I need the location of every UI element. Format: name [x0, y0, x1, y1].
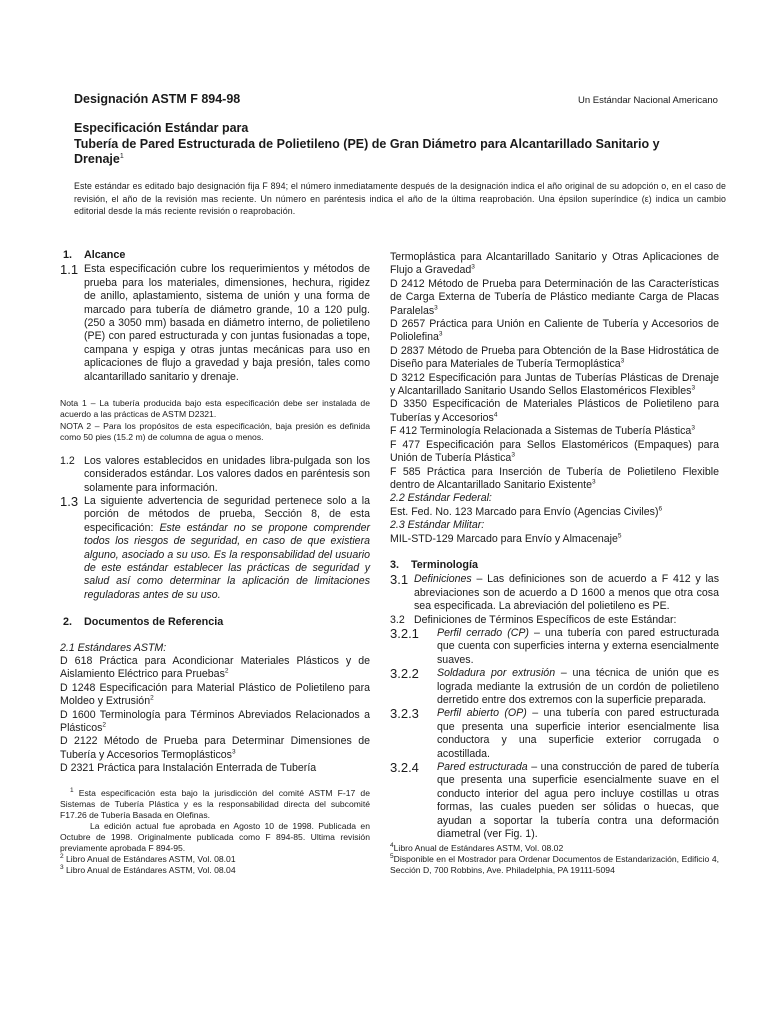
spec-title-line1: Especificación Estándar para	[74, 121, 249, 135]
paragraph-number: 1.1	[60, 262, 79, 278]
reference-footnote-mark: 2	[150, 694, 154, 702]
reference-footnote-mark: 3	[691, 384, 696, 392]
footnote-text: Disponible en el Mostrador para Ordenar Documentos de Estandarización, Edificio 4, Sección D, 700 Robbins, Ave. Philadelphia, PA 19111-5094	[390, 854, 719, 876]
definition-term: Perfil cerrado (CP)	[437, 626, 529, 639]
definitions-body: – Las definiciones son de acuerdo a F 412 y las abreviaciones son de acuerdo a D 1600 a menos que otra cosa sea especificada. La abreviación del polietileno es PE.	[414, 573, 719, 613]
reference-item	[60, 762, 370, 775]
reference-item	[390, 278, 719, 318]
military-standard-subheading: 2.3 Estándar Militar:	[390, 519, 485, 532]
footnote-mark: 1	[70, 786, 74, 794]
definition-text	[437, 761, 719, 841]
footnote-mark: 3	[60, 863, 64, 871]
left-reference-list	[60, 655, 370, 776]
military-standard-reference	[390, 533, 719, 546]
reference-footnote-mark: 5	[617, 532, 622, 539]
federal-standard-reference	[390, 506, 719, 519]
spec-title-line2	[74, 137, 704, 168]
paragraph-number: 3.1	[390, 572, 409, 588]
reference-footnote-mark: 3	[620, 357, 625, 365]
reference-text: F 412 Terminología Relacionada a Sistemas de Tubería Plástica	[390, 425, 692, 438]
paragraph-text: Esta especificación cubre los requerimientos y métodos de prueba para los materiales, dimensiones, hechura, rigidez de anillo, aplastamiento, sistema de unión y una forma de marcado para tubería de diámetro grande, 10 a 120 pulg. (250 a 3050 mm) basada en diámetro interno, de polietileno (PE) con pared estructurada y con juntas fusionadas a tope, campana y espiga y otras juntas mecánicas para uso en aplicaciones de flujo a gravedad y baja presión, tales como alcantarillado sanitario y drenaje.	[84, 263, 370, 383]
reference-footnote-mark: 4	[493, 411, 498, 419]
definition-number: 3.2.1	[390, 625, 419, 641]
note-1: Nota 1 – La tubería producida bajo esta especificación debe ser instalada de acuerdo a las prácticas de ASTM D2321.	[60, 398, 370, 420]
section-title: Documentos de Referencia	[84, 616, 224, 629]
reference-item	[390, 251, 719, 278]
reference-text: D 2412 Método de Prueba para Determinación de las Características de Carga Externa de Tubería de Plástico mediante Carga de Placas Paralelas	[390, 277, 719, 317]
definition-body: – una tubería con pared estructurada que cuenta con superficies interna y externa esencialmente suaves.	[437, 626, 719, 666]
reference-footnote-mark: 3	[511, 451, 515, 459]
paragraph-text: Los valores establecidos en unidades libra-pulgada son los considerados estándar. Los valores dados en paréntesis son solamente para información.	[84, 454, 370, 494]
footnote-5	[390, 854, 719, 876]
footnote-2	[60, 854, 370, 865]
reference-item	[60, 709, 370, 736]
reference-footnote-mark: 3	[231, 748, 236, 756]
reference-text: D 2122 Método de Prueba para Determinar Dimensiones de Tubería y Accesorios Termoplásticos	[60, 735, 370, 761]
reference-footnote-mark: 3	[471, 263, 475, 271]
paragraph-number: 1.3	[60, 493, 79, 509]
reference-text: D 1600 Terminología para Términos Abreviados Relacionados a Plásticos	[60, 708, 370, 734]
definition-body: – una tubería con pared estructurada que presenta una superficie interior esencialmente lisa conductora y una superficie exterior corrugada o acostillada.	[437, 707, 719, 760]
definition-body: – una construcción de pared de tubería que presenta una superficie esencialmente suave en el conducto interior del agua pero incluye costillas u otras formas, las cuales pueden ser sólidas o huecas, que ayudan a soportar la tubería contra una deformación diametral (ver Fig. 1).	[437, 761, 719, 841]
reference-item	[390, 345, 719, 372]
definition-3-2-1	[390, 627, 719, 667]
reference-footnote-mark: 3	[434, 304, 438, 312]
footnote-text: Esta especificación esta bajo la jurisdicción del comité ASTM F-17 de Sistemas de Tubería Plástica y es la responsabilidad directa del subcomité F17.26 de Tubería Basada en Olefinas.	[60, 787, 370, 820]
astm-standards-subheading: 2.1 Estándares ASTM:	[60, 641, 167, 654]
section-title: Terminología	[411, 558, 478, 571]
definition-number: 3.2.4	[390, 760, 419, 776]
footnote-3	[60, 865, 370, 876]
section-1-heading	[60, 249, 370, 262]
reference-text: D 618 Práctica para Acondicionar Materiales Plásticos y de Aislamiento Eléctrico para Pruebas	[60, 654, 370, 681]
federal-standard-subheading: 2.2 Estándar Federal:	[390, 492, 492, 505]
reference-item	[390, 425, 719, 438]
paragraph-text: Definiciones de Términos Específicos de este Estándar:	[414, 613, 677, 626]
safety-intro: La siguiente advertencia de seguridad pertenece solo a la porción de métodos de prueba, Sección 8, de esta especificación:	[84, 494, 370, 534]
footnote-mark: 4	[390, 842, 394, 850]
reference-text: D 3350 Especificación de Materiales Plásticos de Polietileno para Tuberías y Accesorios	[390, 398, 719, 424]
spec-title-footnote-mark: 1	[119, 152, 124, 160]
paragraph-number: 3.2	[390, 613, 405, 626]
paragraph-3-1	[390, 573, 719, 613]
reference-item	[60, 735, 370, 762]
spec-title-text: Tubería de Pared Estructurada de Polietileno (PE) de Gran Diámetro para Alcantarillado Sanitario y Drenaje	[74, 136, 660, 166]
reference-footnote-mark: 3	[438, 330, 443, 338]
section-number: 1.	[63, 249, 73, 261]
spec-title	[74, 121, 704, 168]
intro-paragraph: Este estándar es editado bajo designación fija F 894; el número inmediatamente después de la designación indica el año original de su adopción o, en el caso de revisión, el año de la revisión mas reciente. Un número en paréntesis indica el año de la última reaprobación. Una épsilon superíndice (ε) indica un cambio editorial desde la más reciente revisión o reaprobación.	[74, 181, 726, 217]
note-2: NOTA 2 – Para los propósitos de esta especificación, baja presión es definida como 50 pies (15.2 m) de columna de agua o menos.	[60, 420, 370, 443]
reference-footnote-mark: 6	[658, 505, 663, 513]
reference-footnote-mark: 3	[592, 478, 596, 486]
reference-footnote-mark: 2	[102, 721, 107, 729]
left-column	[60, 249, 370, 876]
reference-text: F 585 Práctica para Inserción de Tubería de Polietileno Flexible dentro de Alcantarillado Sanitario Existente	[390, 465, 719, 491]
reference-text: Termoplástica para Alcantarillado Sanitario y Otras Aplicaciones de Flujo a Gravedad	[390, 251, 719, 277]
reference-footnote-mark: 3	[691, 424, 695, 432]
reference-item	[60, 682, 370, 709]
reference-footnote-mark: 2	[224, 667, 229, 675]
definition-text	[437, 707, 719, 761]
definition-text	[437, 627, 719, 667]
reference-text: D 2657 Práctica para Unión en Caliente de Tubería y Accesorios de Poliolefina	[390, 318, 719, 344]
reference-item	[60, 655, 370, 682]
paragraph-1-2	[60, 455, 370, 495]
footnote-1	[60, 788, 370, 821]
paragraph-text	[414, 573, 719, 613]
footnote-4	[390, 843, 719, 854]
paragraph-1-3	[60, 495, 370, 602]
definition-term: Pared estructurada	[437, 761, 528, 774]
section-title: Alcance	[84, 249, 126, 261]
definition-body: – una técnica de unión que es lograda mediante la extrusión de un cordón de polietileno derretido entre dos extremos con la superficie preparada.	[437, 667, 719, 706]
definition-3-2-2	[390, 667, 719, 707]
footnote-text: Libro Anual de Estándares ASTM, Vol. 08.04	[66, 864, 236, 875]
designation-title: Designación ASTM F 894-98	[74, 92, 241, 106]
definition-3-2-3	[390, 707, 719, 761]
paragraph-1-1	[60, 263, 370, 384]
reference-item	[390, 439, 719, 466]
paragraph-3-2	[390, 614, 719, 627]
definition-term: Soldadura por extrusión	[437, 667, 556, 680]
footnote-mark: 5	[390, 853, 394, 861]
footnote-text: Libro Anual de Estándares ASTM, Vol. 08.02	[393, 843, 564, 854]
definition-term: Perfil abierto (OP)	[437, 707, 527, 720]
definition-number: 3.2.3	[390, 706, 419, 722]
definition-3-2-4	[390, 761, 719, 841]
section-2-heading	[60, 616, 370, 629]
reference-item	[390, 318, 719, 345]
reference-text: D 1248 Especificación para Material Plástico de Polietileno para Moldeo y Extrusión	[60, 681, 370, 708]
reference-item	[390, 466, 719, 493]
reference-text: Est. Fed. No. 123 Marcado para Envío (Agencias Civiles)	[390, 505, 659, 518]
right-reference-list	[390, 251, 719, 492]
paragraph-number: 1.2	[60, 454, 75, 467]
definitions-term: Definiciones	[414, 573, 472, 586]
right-column	[390, 251, 719, 876]
section-number: 3.	[390, 558, 400, 571]
definition-number: 3.2.2	[390, 666, 419, 682]
section-3-heading	[390, 559, 719, 572]
reference-text: D 2321 Práctica para Instalación Enterrada de Tubería	[60, 762, 317, 775]
footnote-text: Libro Anual de Estándares ASTM, Vol. 08.01	[66, 853, 236, 864]
reference-item	[390, 398, 719, 425]
reference-text: F 477 Especificación para Sellos Elastoméricos (Empaques) para Unión de Tubería Plástica	[390, 438, 719, 465]
paragraph-text	[84, 495, 370, 602]
footnote-1-edition: La edición actual fue aprobada en Agosto 10 de 1998. Publicada en Octubre de 1998. Originalmente publicada como F 894-85. Ultima revisión previamente aprobada F 894-95.	[60, 820, 370, 853]
safety-warning: Este estándar no se propone comprender todos los riesgos de seguridad, en caso de que existiera alguno, asociado a su uso. Es la responsabilidad del usuario de este estándar establecer las prácticas de seguridad y salud así como determinar la aplicación de limitaciones reguladoras antes de su uso.	[84, 521, 370, 601]
national-standard-label: Un Estándar Nacional Americano	[578, 95, 718, 106]
reference-item	[390, 372, 719, 399]
definition-text	[437, 667, 719, 707]
footnote-mark: 2	[60, 852, 64, 860]
section-number: 2.	[63, 616, 73, 629]
reference-text: D 3212 Especificación para Juntas de Tuberías Plásticas de Drenaje y Alcantarillado Sanitario Usando Sellos Elastoméricos Flexibles	[390, 371, 719, 398]
reference-text: D 2837 Método de Prueba para Obtención de la Base Hidrostática de Diseño para Materiales de Tubería Termoplástica	[390, 344, 719, 371]
reference-text: MIL-STD-129 Marcado para Envío y Almacenaje	[390, 532, 618, 545]
